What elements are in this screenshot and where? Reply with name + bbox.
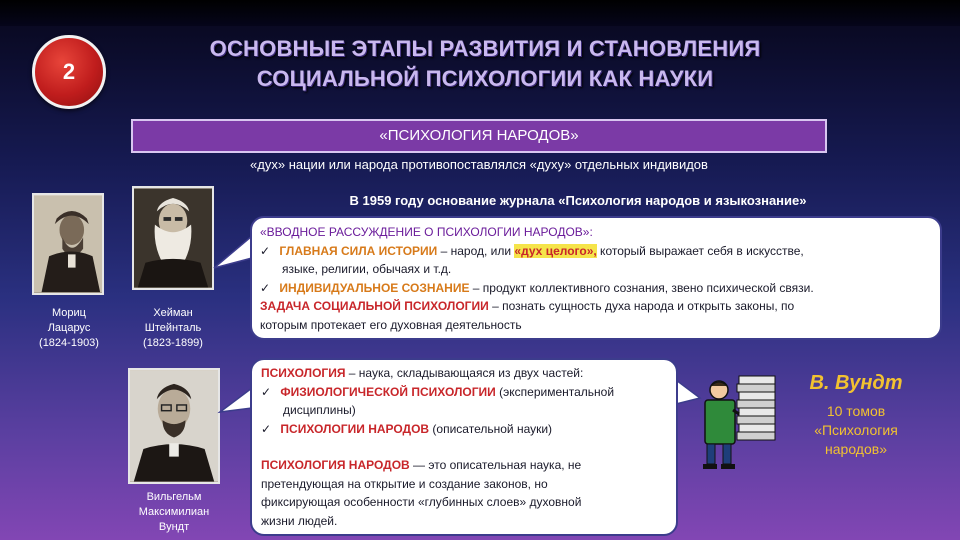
box2-p1-rest: (экспериментальной (495, 384, 615, 399)
box2-part-1 (261, 383, 667, 402)
caption-surname: Штейнталь (144, 322, 202, 334)
box1-task-title: ЗАДАЧА СОЦИАЛЬНОЙ ПСИХОЛОГИИ (260, 299, 489, 313)
caption-lazarus (26, 306, 112, 351)
caption-surname: Максимилиан (138, 506, 210, 518)
box1-item1-title: ГЛАВНАЯ СИЛА ИСТОРИИ (279, 243, 438, 258)
banner-subline: «дух» нации или народа противопоставлялся «духу» отдельных индивидов (250, 157, 708, 172)
title-line-1: ОСНОВНЫЕ ЭТАПЫ РАЗВИТИЯ И СТАНОВЛЕНИЯ (209, 36, 761, 61)
check-icon: ✓ (261, 421, 272, 436)
caption-years: (1824-1903) (39, 337, 99, 349)
volumes-line-2: «Психология (814, 422, 898, 438)
volumes-line-3: народов» (825, 441, 887, 457)
box1-item1-rest: который выражает себя в искусстве, (596, 243, 804, 258)
box1-heading: «ВВОДНОЕ РАССУЖДЕНИЕ О ПСИХОЛОГИИ НАРОДОВ»: (260, 225, 593, 239)
box2-pn-line4: жизни людей. (261, 513, 338, 528)
box2-part-2 (261, 420, 667, 439)
box1-item2-title: ИНДИВИДУАЛЬНОЕ СОЗНАНИЕ (279, 280, 470, 295)
slide-title (140, 34, 830, 94)
volumes-line-1: 10 томов (826, 403, 886, 419)
author-name: В. Вундт (809, 372, 903, 394)
box2-p1-line2: дисциплины) (283, 403, 356, 417)
portrait-steinthal (132, 186, 214, 290)
slide-number: 2 (62, 59, 76, 84)
box2-pn-line3: фиксирующая особенности «глубинных слоев» духовной (261, 495, 582, 509)
caption-name: Мориц (52, 307, 86, 319)
journal-note: В 1959 году основание журнала «Психология народов и языкознание» (349, 193, 807, 208)
box1-item-2 (260, 279, 932, 298)
box2-folk-psychology (261, 456, 667, 475)
title-line-2: СОЦИАЛЬНОЙ ПСИХОЛОГИИ КАК НАУКИ (256, 66, 714, 91)
books-stack-icon (693, 370, 785, 470)
caption-surname: Лацарус (47, 322, 91, 334)
box1-item-1 (260, 242, 932, 261)
box1-task-rest: – познать сущность духа народа и открыть законы, по (488, 299, 795, 313)
box2-pn-line1: — это описательная наука, не (409, 458, 582, 472)
box1-item1-line2: языке, религии, обычаях и т.д. (282, 262, 452, 276)
box2-def-title: ПСИХОЛОГИЯ (261, 366, 346, 380)
slide-number-badge (32, 35, 106, 109)
box2-def-rest: – наука, складывающаяся из двух частей: (345, 366, 584, 380)
box1-item1-mid: – народ, или (437, 243, 515, 258)
top-band (0, 0, 960, 26)
box2-p2-title: ПСИХОЛОГИИ НАРОДОВ (280, 421, 430, 436)
caption-wundt (124, 490, 224, 535)
box2-p2-rest: (описательной науки) (429, 421, 553, 436)
portrait-wundt (128, 368, 220, 484)
volumes-note (790, 402, 922, 459)
check-icon: ✓ (260, 280, 271, 295)
caption-years: (1823-1899) (143, 337, 203, 349)
check-icon: ✓ (261, 384, 272, 399)
portrait-lazarus (32, 193, 104, 295)
box2-p1-title: ФИЗИОЛОГИЧЕСКОЙ ПСИХОЛОГИИ (280, 384, 496, 399)
caption-name: Вильгельм (146, 491, 202, 503)
callout-box-intro (250, 216, 942, 340)
caption-steinthal (128, 306, 218, 351)
callout-box-psychology (250, 358, 678, 536)
section-banner: «ПСИХОЛОГИЯ НАРОДОВ» (131, 119, 827, 153)
box1-task (260, 297, 932, 316)
check-icon: ✓ (260, 243, 271, 258)
box1-task-line2: которым протекает его духовная деятельность (260, 317, 522, 332)
box2-pn-line2: претендующая на открытие и создание законов, но (261, 476, 548, 491)
box2-pn-title: ПСИХОЛОГИЯ НАРОДОВ (261, 458, 410, 472)
caption-years: Вундт (158, 521, 190, 533)
box1-item1-highlight: «дух целого», (514, 243, 597, 258)
box1-item2-rest: – продукт коллективного сознания, звено психической связи. (469, 280, 814, 295)
box2-definition (261, 364, 667, 383)
box2-spacer (261, 438, 667, 456)
caption-name: Хейман (153, 307, 193, 319)
